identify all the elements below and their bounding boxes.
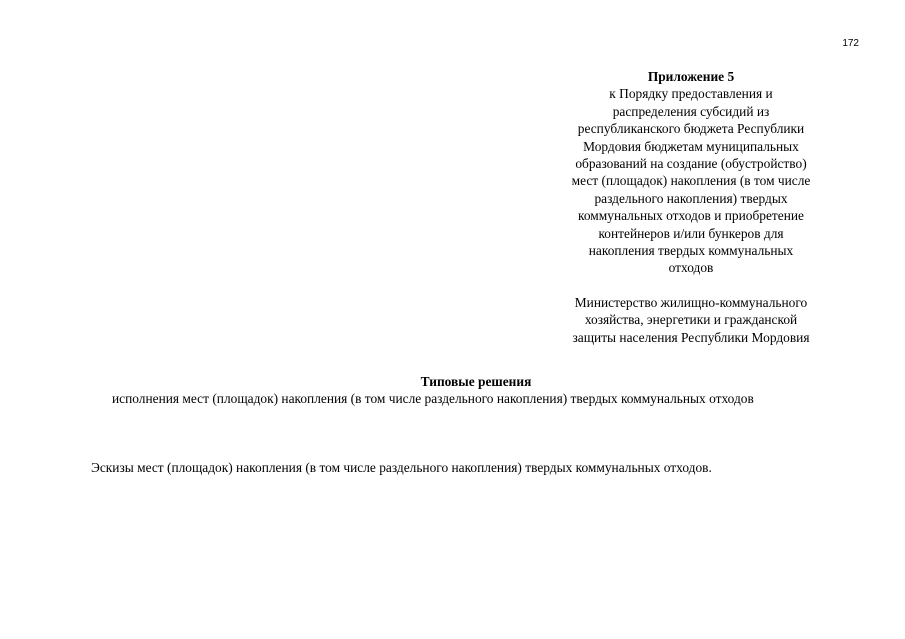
ministry-line: Министерство жилищно-коммунального bbox=[574, 294, 808, 310]
ministry-block bbox=[548, 294, 834, 346]
appendix-line: раздельного накопления) твердых bbox=[594, 190, 788, 206]
appendix-line: накопления твердых коммунальных bbox=[588, 243, 794, 259]
document-subtitle: исполнения мест (площадок) накопления (в том числе раздельного накопления) твердых коммунальных отходов bbox=[112, 391, 754, 406]
appendix-line: мест (площадок) накопления (в том числе bbox=[571, 173, 811, 189]
page-number: 172 bbox=[842, 38, 859, 49]
appendix-block bbox=[548, 68, 834, 346]
ministry-line: защиты населения Республики Мордовия bbox=[572, 329, 810, 345]
appendix-line: Мордовия бюджетам муниципальных bbox=[583, 138, 799, 154]
ministry-line: хозяйства, энергетики и гражданской bbox=[584, 312, 798, 328]
appendix-line: республиканского бюджета Республики bbox=[577, 121, 805, 137]
appendix-title: Приложение 5 bbox=[647, 69, 735, 84]
appendix-line: образований на создание (обустройство) bbox=[575, 156, 807, 172]
document-title: Типовые решения bbox=[420, 374, 532, 389]
appendix-line: к Порядку предоставления и bbox=[609, 86, 773, 102]
appendix-line: коммунальных отходов и приобретение bbox=[578, 208, 804, 224]
sketch-caption: Эскизы мест (площадок) накопления (в том числе раздельного накопления) твердых коммунальных отходов. bbox=[91, 460, 712, 475]
appendix-line: контейнеров и/или бункеров для bbox=[598, 225, 784, 241]
appendix-line: отходов bbox=[668, 260, 714, 276]
appendix-line: распределения субсидий из bbox=[612, 103, 770, 119]
